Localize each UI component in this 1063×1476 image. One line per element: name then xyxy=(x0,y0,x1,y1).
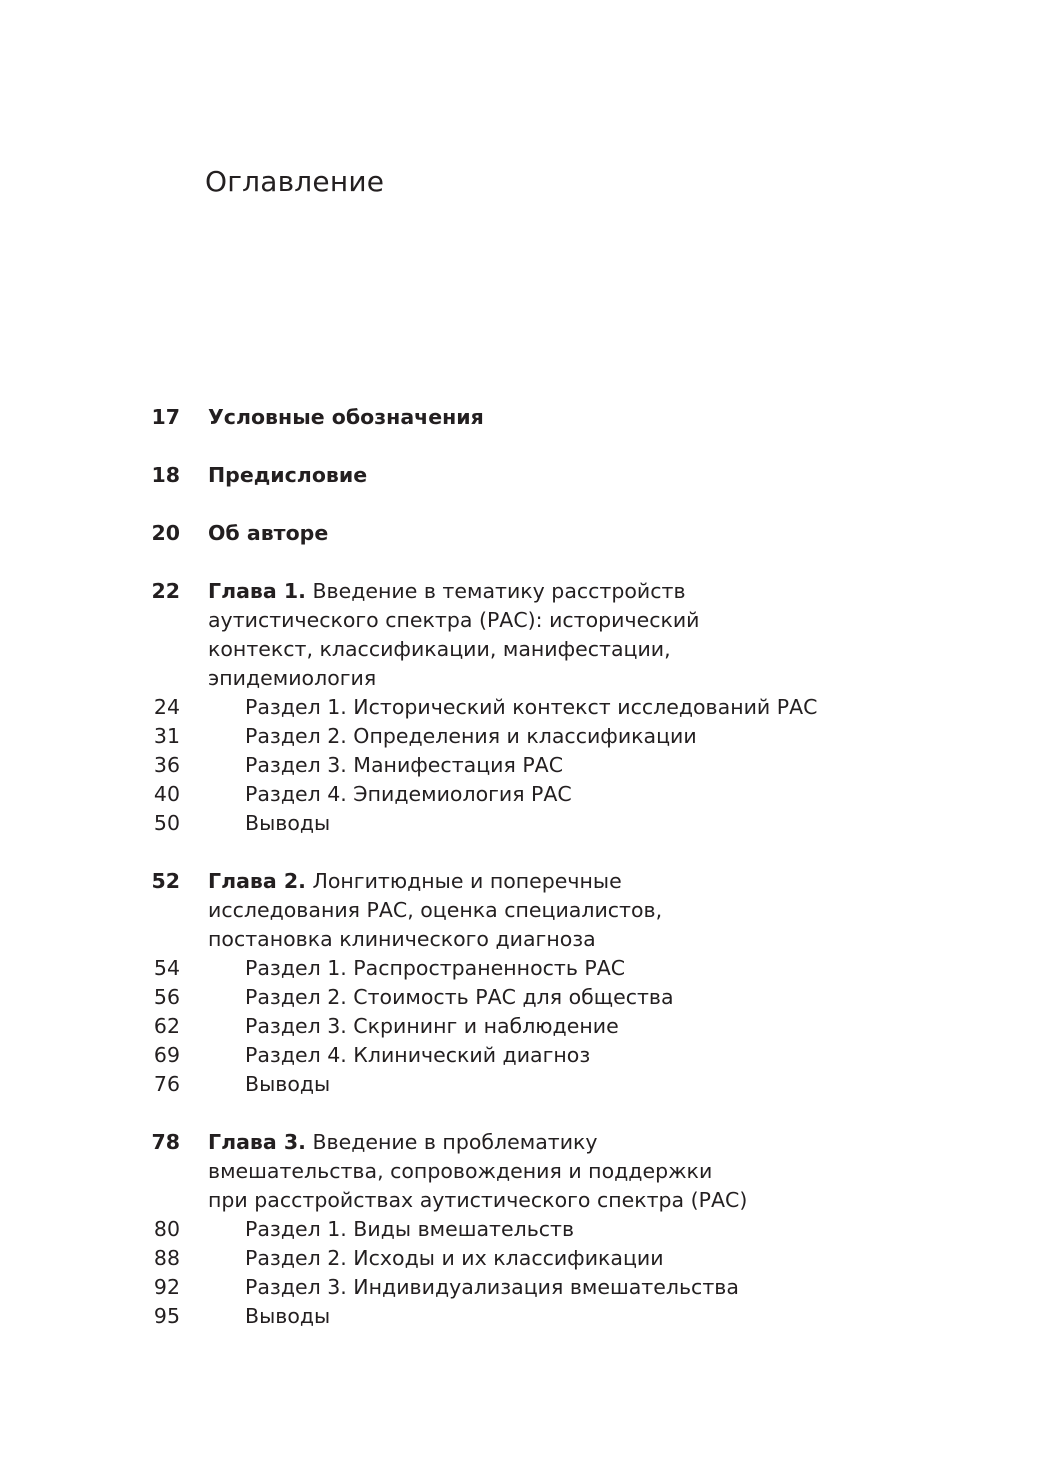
page-number: 69 xyxy=(153,1043,180,1067)
toc-section[interactable] xyxy=(0,1215,1063,1244)
page-number: 36 xyxy=(153,753,180,777)
entry-title: Условные обозначения xyxy=(208,405,484,429)
toc-section[interactable] xyxy=(0,1012,1063,1041)
page-number: 17 xyxy=(151,405,180,429)
toc-section[interactable] xyxy=(0,954,1063,983)
toc-entry-symbols[interactable] xyxy=(0,403,1063,432)
toc-section[interactable] xyxy=(0,1041,1063,1070)
chapter-title-line: исследования РАС, оценка специалистов, xyxy=(208,898,663,922)
page-title: Оглавление xyxy=(205,165,385,198)
chapter-title-line: эпидемиология xyxy=(208,666,377,690)
toc-section[interactable] xyxy=(0,1244,1063,1273)
toc-section[interactable] xyxy=(0,780,1063,809)
chapter-title-line: при расстройствах аутистического спектра (РАС) xyxy=(208,1188,748,1212)
page-number: 20 xyxy=(151,521,180,545)
toc-section[interactable] xyxy=(0,693,1063,722)
toc-section[interactable] xyxy=(0,809,1063,838)
toc-entry-about-author[interactable] xyxy=(0,519,1063,548)
chapter-title-line: вмешательства, сопровождения и поддержки xyxy=(208,1159,713,1183)
chapter-title-line: Введение в проблематику xyxy=(312,1130,598,1154)
page-number: 24 xyxy=(153,695,180,719)
section-title: Раздел 3. Манифестация РАС xyxy=(245,753,564,777)
chapter-title-line: постановка клинического диагноза xyxy=(208,927,596,951)
section-title: Раздел 2. Определения и классификации xyxy=(245,724,697,748)
table-of-contents xyxy=(0,403,1063,1331)
page-number: 54 xyxy=(153,956,180,980)
section-title: Раздел 3. Скрининг и наблюдение xyxy=(245,1014,619,1038)
toc-chapter-3[interactable] xyxy=(0,1128,1063,1215)
section-title: Выводы xyxy=(245,811,331,835)
chapter-title-line: Введение в тематику расстройств xyxy=(312,579,686,603)
toc-section[interactable] xyxy=(0,1273,1063,1302)
section-title: Раздел 2. Исходы и их классификации xyxy=(245,1246,664,1270)
page-number: 88 xyxy=(153,1246,180,1270)
toc-section[interactable] xyxy=(0,983,1063,1012)
chapter-title xyxy=(180,1128,858,1215)
chapter-title-line: Лонгитюдные и поперечные xyxy=(312,869,622,893)
toc-chapter-1[interactable] xyxy=(0,577,1063,693)
chapter-title-line: контекст, классификации, манифестации, xyxy=(208,637,671,661)
toc-section[interactable] xyxy=(0,1302,1063,1331)
toc-section[interactable] xyxy=(0,751,1063,780)
page-number: 40 xyxy=(153,782,180,806)
chapter-title-line: аутистического спектра (РАС): исторический xyxy=(208,608,700,632)
page-number: 76 xyxy=(153,1072,180,1096)
page-number: 22 xyxy=(151,579,180,603)
section-title: Раздел 1. Виды вмешательств xyxy=(245,1217,575,1241)
page-number: 95 xyxy=(153,1304,180,1328)
toc-chapter-2[interactable] xyxy=(0,867,1063,954)
entry-title: Предисловие xyxy=(208,463,368,487)
page-number: 50 xyxy=(153,811,180,835)
page-number: 52 xyxy=(151,869,180,893)
section-title: Раздел 1. Исторический контекст исследований РАС xyxy=(245,695,818,719)
section-title: Раздел 4. Клинический диагноз xyxy=(245,1043,591,1067)
page-number: 78 xyxy=(151,1130,180,1154)
page-number: 56 xyxy=(153,985,180,1009)
toc-entry-preface[interactable] xyxy=(0,461,1063,490)
chapter-label: Глава 2. xyxy=(208,869,306,893)
toc-section[interactable] xyxy=(0,722,1063,751)
page-number: 31 xyxy=(153,724,180,748)
chapter-label: Глава 3. xyxy=(208,1130,306,1154)
page-number: 92 xyxy=(153,1275,180,1299)
section-title: Выводы xyxy=(245,1304,331,1328)
chapter-title xyxy=(180,867,858,954)
section-title: Раздел 2. Стоимость РАС для общества xyxy=(245,985,674,1009)
page-number: 18 xyxy=(151,463,180,487)
section-title: Раздел 1. Распространенность РАС xyxy=(245,956,626,980)
chapter-title xyxy=(180,577,858,693)
section-title: Раздел 3. Индивидуализация вмешательства xyxy=(245,1275,739,1299)
page-number: 80 xyxy=(153,1217,180,1241)
section-title: Выводы xyxy=(245,1072,331,1096)
chapter-label: Глава 1. xyxy=(208,579,306,603)
page-number: 62 xyxy=(153,1014,180,1038)
entry-title: Об авторе xyxy=(208,521,329,545)
section-title: Раздел 4. Эпидемиология РАС xyxy=(245,782,572,806)
toc-section[interactable] xyxy=(0,1070,1063,1099)
